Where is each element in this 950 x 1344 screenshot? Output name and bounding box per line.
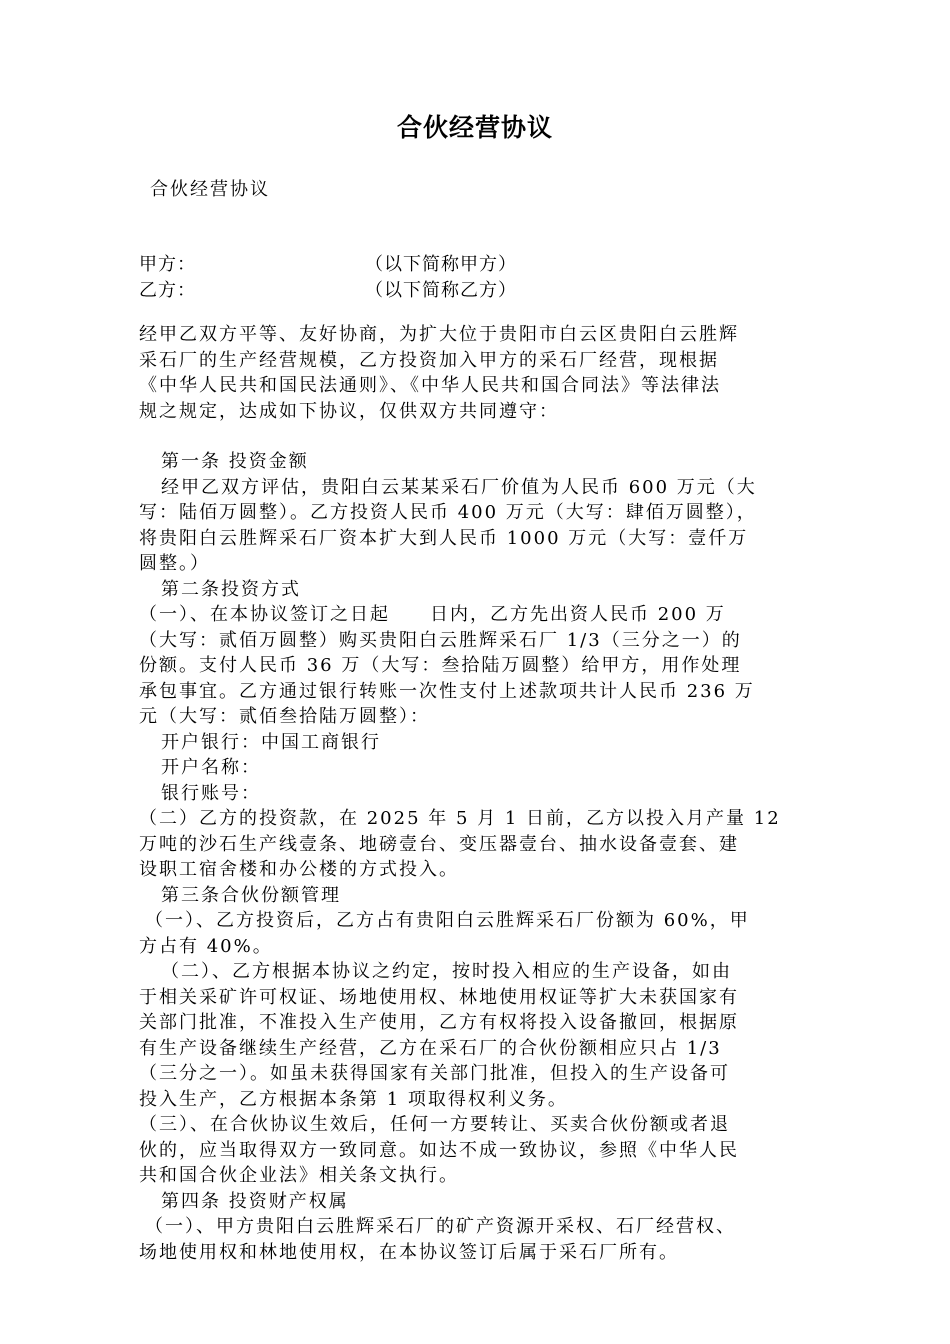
- body-line: 于相关采矿许可权证、场地使用权、林地使用权证等扩大未获国家有: [139, 986, 739, 1008]
- article-2-heading: 第二条投资方式: [161, 578, 301, 600]
- body-line: （三分之一）。如虽未获得国家有关部门批准，但投入的生产设备可: [139, 1063, 730, 1084]
- bank-name-line: 开户银行：中国工商银行: [161, 731, 381, 753]
- body-line: 有生产设备继续生产经营，乙方在采石厂的合伙份额相应只占 1/3: [139, 1037, 722, 1059]
- body-line: 圆整。）: [139, 553, 210, 574]
- account-name-line: 开户名称：: [161, 757, 261, 778]
- body-line: （一）、在本协议签订之日起 日内，乙方先出资人民币 200 万: [139, 604, 726, 625]
- body-line: 写：陆佰万圆整）。乙方投资人民币 400 万元（大写：肆佰万圆整），: [139, 502, 757, 523]
- body-line: 共和国合伙企业法》相关条文执行。: [139, 1165, 459, 1186]
- document-title: 合伙经营协议: [396, 113, 553, 142]
- body-line: 设职工宿舍楼和办公楼的方式投入。: [139, 859, 459, 880]
- preamble-line: 《中华人民共和国民法通则》、《中华人民共和国合同法》等法律法: [139, 375, 721, 396]
- body-line: 伙的，应当取得双方一致同意。如达不成一致协议，参照《中华人民: [139, 1139, 739, 1161]
- preamble-line: 经甲乙双方平等、友好协商，为扩大位于贵阳市白云区贵阳白云胜辉: [139, 324, 739, 345]
- preamble-line: 规之规定，达成如下协议，仅供双方共同遵守：: [139, 400, 559, 422]
- body-line: 投入生产，乙方根据本条第 1 项取得权利义务。: [139, 1088, 568, 1110]
- agreement-body: [139, 449, 829, 1265]
- article-1-heading: 第一条 投资金额: [161, 451, 309, 472]
- party-b-note: （以下简称乙方）: [365, 280, 517, 301]
- party-a-note: （以下简称甲方）: [365, 254, 517, 275]
- body-line: 场地使用权和林地使用权，在本协议签订后属于采石厂所有。: [139, 1241, 679, 1263]
- document-subtitle: 合伙经营协议: [150, 179, 270, 200]
- body-line: 元（大写：贰佰叁拾陆万圆整）：: [139, 706, 430, 727]
- preamble-paragraph: [139, 322, 829, 424]
- body-line: （大写：贰佰万圆整）购买贵阳白云胜辉采石厂 1/3（三分之一）的: [139, 629, 742, 651]
- body-line: （二）、乙方根据本协议之约定，按时投入相应的生产设备，如由: [161, 961, 732, 982]
- body-line: （二）乙方的投资款，在 2025 年 5 月 1 日前，乙方以投入月产量 12: [139, 808, 781, 829]
- body-line: 经甲乙双方评估，贵阳白云某某采石厂价值为人民币 600 万元（大: [161, 476, 757, 498]
- body-line: 方占有 40%。: [139, 935, 273, 957]
- preamble-line: 采石厂的生产经营规模，乙方投资加入甲方的采石厂经营，现根据: [139, 349, 719, 371]
- party-b-label: 乙方：: [139, 280, 196, 301]
- article-3-heading: 第三条合伙份额管理: [161, 884, 341, 906]
- article-4-heading: 第四条 投资财产权属: [161, 1190, 349, 1212]
- body-line: 份额。支付人民币 36 万（大写：叁拾陆万圆整）给甲方，用作处理: [139, 655, 742, 676]
- body-line: 关部门批准，不准投入生产使用，乙方有权将投入设备撤回，根据原: [139, 1012, 739, 1033]
- body-line: 万吨的沙石生产线壹条、地磅壹台、变压器壹台、抽水设备壹套、建: [139, 833, 739, 855]
- body-line: （一）、乙方投资后，乙方占有贵阳白云胜辉采石厂份额为 60%，甲: [145, 910, 750, 931]
- body-line: （一）、甲方贵阳白云胜辉采石厂的矿产资源开采权、石厂经营权、: [145, 1216, 736, 1237]
- body-line: （三）、在合伙协议生效后，任何一方要转让、买卖合伙份额或者退: [139, 1114, 730, 1135]
- account-number-line: 银行账号：: [161, 782, 261, 804]
- body-line: 承包事宜。乙方通过银行转账一次性支付上述款项共计人民币 236 万: [139, 680, 755, 702]
- body-line: 将贵阳白云胜辉采石厂资本扩大到人民币 1000 万元（大写：壹仟万: [139, 527, 749, 549]
- party-a-label: 甲方：: [139, 254, 196, 275]
